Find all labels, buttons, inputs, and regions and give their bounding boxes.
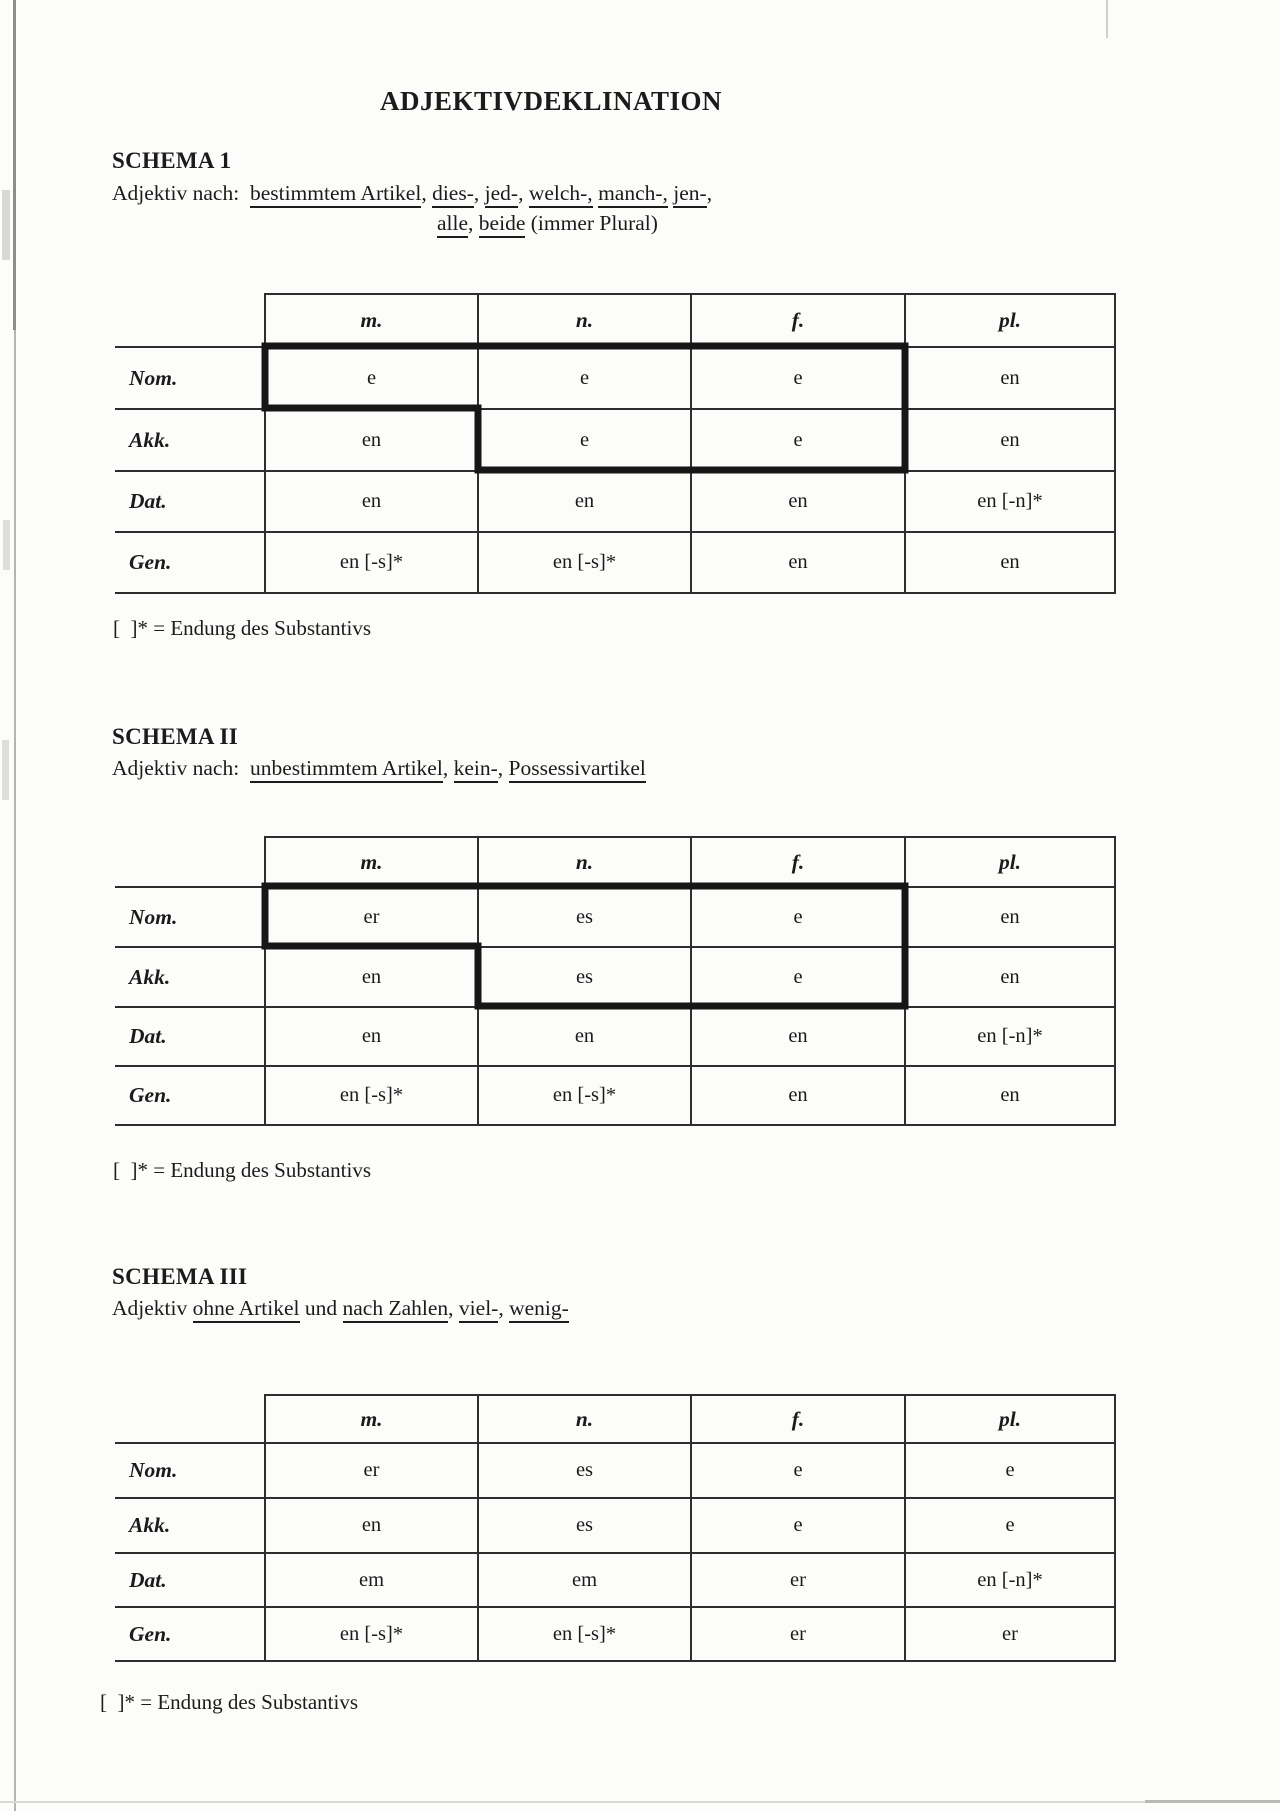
ending-cell: en [-s]* <box>478 1066 691 1125</box>
ending-cell: en <box>265 947 478 1007</box>
schema1-heading: SCHEMA 1 <box>112 148 232 173</box>
column-header: n. <box>478 294 691 347</box>
column-header: f. <box>691 294 905 347</box>
column-header: n. <box>478 837 691 887</box>
schema2-footnote: [ ]* = Endung des Substantivs <box>113 1158 371 1182</box>
declension-table <box>115 1394 1119 1662</box>
ending-cell: e <box>691 947 905 1007</box>
ending-cell: e <box>478 347 691 409</box>
ending-cell: er <box>691 1607 905 1661</box>
ending-cell: en <box>691 1066 905 1125</box>
schema3-table <box>115 1394 1119 1662</box>
text-run: , <box>448 1296 459 1320</box>
declension-grid <box>115 836 1116 1126</box>
text-run: und <box>299 1296 343 1320</box>
ending-cell: en [-s]* <box>265 1607 478 1661</box>
row-header: Gen. <box>115 532 265 593</box>
underlined-term: nach Zahlen <box>343 1296 449 1323</box>
ending-cell: e <box>691 347 905 409</box>
underlined-term: jen- <box>673 181 706 208</box>
underlined-term: unbestimmtem Artikel <box>250 756 443 783</box>
corner-cell <box>115 837 265 887</box>
text-run: Adjektiv nach: <box>112 756 250 780</box>
row-header: Akk. <box>115 409 265 471</box>
ending-cell: en <box>905 947 1115 1007</box>
text-run: , <box>706 181 713 205</box>
ending-cell: e <box>905 1443 1115 1498</box>
scan-smudge <box>3 520 10 570</box>
ending-cell: e <box>691 409 905 471</box>
scan-edge-line-bottom-right <box>1145 1800 1280 1803</box>
ending-cell: en <box>905 1066 1115 1125</box>
declension-grid <box>115 293 1116 594</box>
text-run: , <box>518 181 529 205</box>
ending-cell: em <box>265 1553 478 1607</box>
underlined-term: beide <box>479 211 526 238</box>
ending-cell: es <box>478 947 691 1007</box>
ending-cell: e <box>691 887 905 947</box>
ending-cell: en <box>905 887 1115 947</box>
ending-cell: en <box>478 1007 691 1066</box>
row-header: Akk. <box>115 947 265 1007</box>
text-run: , <box>421 181 433 205</box>
underlined-term: wenig- <box>509 1296 569 1323</box>
schema1-table <box>115 293 1119 594</box>
scan-edge-line-top-right <box>1106 0 1108 38</box>
ending-cell: en <box>478 471 691 532</box>
row-header: Nom. <box>115 347 265 409</box>
corner-cell <box>115 1395 265 1443</box>
ending-cell: en <box>265 1498 478 1553</box>
row-header: Dat. <box>115 1553 265 1607</box>
ending-cell: e <box>905 1498 1115 1553</box>
text-run: , <box>468 211 479 235</box>
scan-edge-line-bottom <box>0 1801 1280 1803</box>
column-header: pl. <box>905 837 1115 887</box>
underlined-term: jed- <box>485 181 518 208</box>
corner-cell <box>115 294 265 347</box>
row-header: Gen. <box>115 1607 265 1661</box>
row-header: Gen. <box>115 1066 265 1125</box>
text-run: Adjektiv <box>112 1296 193 1320</box>
ending-cell: en [-s]* <box>478 532 691 593</box>
ending-cell: e <box>691 1498 905 1553</box>
ending-cell: er <box>905 1607 1115 1661</box>
scan-smudge <box>2 190 10 260</box>
text-run: , <box>498 1296 510 1320</box>
schema1-intro-line1 <box>112 181 712 206</box>
ending-cell: en <box>905 532 1115 593</box>
schema2-table <box>115 836 1119 1126</box>
ending-cell: er <box>691 1553 905 1607</box>
ending-cell: en <box>265 1007 478 1066</box>
ending-cell: es <box>478 1498 691 1553</box>
underlined-term: dies- <box>432 181 474 208</box>
underlined-term: alle <box>437 211 468 238</box>
row-header: Nom. <box>115 887 265 947</box>
ending-cell: en [-s]* <box>265 532 478 593</box>
ending-cell: en <box>691 471 905 532</box>
column-header: m. <box>265 837 478 887</box>
underlined-term: Possessivartikel <box>509 756 646 783</box>
underlined-term: bestimmtem Artikel <box>250 181 421 208</box>
scan-edge-line-left-dark <box>13 0 16 330</box>
underlined-term: welch-, <box>529 181 593 208</box>
column-header: pl. <box>905 294 1115 347</box>
declension-grid <box>115 1394 1116 1662</box>
ending-cell: es <box>478 1443 691 1498</box>
underlined-term: viel- <box>459 1296 498 1323</box>
ending-cell: e <box>265 347 478 409</box>
ending-cell: er <box>265 1443 478 1498</box>
column-header: m. <box>265 294 478 347</box>
ending-cell: en <box>265 409 478 471</box>
ending-cell: e <box>478 409 691 471</box>
row-header: Dat. <box>115 471 265 532</box>
row-header: Akk. <box>115 1498 265 1553</box>
text-run: , <box>442 756 454 780</box>
row-header: Nom. <box>115 1443 265 1498</box>
row-header: Dat. <box>115 1007 265 1066</box>
ending-cell: en [-s]* <box>478 1607 691 1661</box>
underlined-term: manch-, <box>598 181 668 208</box>
schema3-footnote: [ ]* = Endung des Substantivs <box>100 1690 358 1714</box>
declension-table <box>115 836 1119 1126</box>
ending-cell: en <box>905 409 1115 471</box>
column-header: f. <box>691 837 905 887</box>
schema2-heading: SCHEMA II <box>112 724 239 749</box>
ending-cell: en <box>905 347 1115 409</box>
underlined-term: kein- <box>454 756 498 783</box>
column-header: pl. <box>905 1395 1115 1443</box>
text-run: Adjektiv nach: <box>112 181 250 205</box>
column-header: n. <box>478 1395 691 1443</box>
ending-cell: en [-n]* <box>905 471 1115 532</box>
ending-cell: em <box>478 1553 691 1607</box>
underlined-term: ohne Artikel <box>193 1296 300 1323</box>
schema2-intro-line1 <box>112 756 646 781</box>
ending-cell: es <box>478 887 691 947</box>
scan-smudge <box>2 740 9 800</box>
schema1-footnote: [ ]* = Endung des Substantivs <box>113 616 371 640</box>
ending-cell: en <box>691 532 905 593</box>
ending-cell: e <box>691 1443 905 1498</box>
column-header: f. <box>691 1395 905 1443</box>
ending-cell: en [-s]* <box>265 1066 478 1125</box>
page-title: ADJEKTIVDEKLINATION <box>379 86 723 116</box>
ending-cell: er <box>265 887 478 947</box>
schema3-intro-line1 <box>112 1296 569 1321</box>
text-run: , <box>473 181 485 205</box>
ending-cell: en [-n]* <box>905 1553 1115 1607</box>
ending-cell: en [-n]* <box>905 1007 1115 1066</box>
ending-cell: en <box>691 1007 905 1066</box>
text-run: (immer Plural) <box>525 211 658 235</box>
schema3-heading: SCHEMA III <box>112 1264 248 1289</box>
schema1-intro-line2 <box>437 211 658 236</box>
ending-cell: en <box>265 471 478 532</box>
declension-table <box>115 293 1119 594</box>
column-header: m. <box>265 1395 478 1443</box>
text-run: , <box>497 756 509 780</box>
